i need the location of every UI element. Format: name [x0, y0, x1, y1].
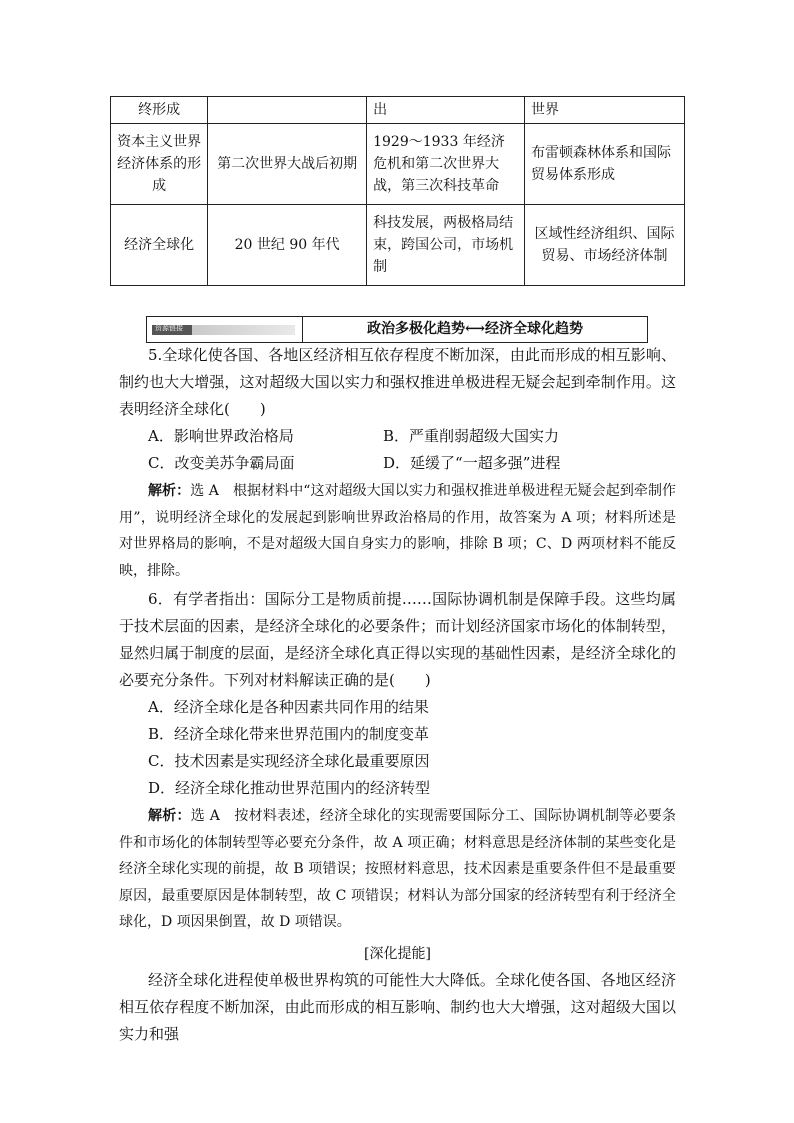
q5-analysis: [119, 478, 676, 584]
table-cell: 布雷顿森林体系和国际贸易体系形成: [525, 124, 685, 205]
question-6-stem: 6．有学者指出：国际分工是物质前提……国际协调机制是保障手段。这些均属于技术层面的因素，是经济全球化的必要条件；而计划经济国家市场化的体制转型，显然归属于制度的层面，是经济全球化真正得以实现的基础性因素，是经济全球化的必要充分条件。下列对材料解读正确的是( ): [119, 590, 676, 689]
table-cell: 世界: [525, 97, 685, 124]
section-heading: [深化提能]: [364, 946, 431, 962]
q5-option-c: C．改变美苏争霸局面: [148, 454, 295, 472]
table-cell: 区域性经济组织、国际贸易、市场经济体制: [525, 205, 685, 286]
q6-analysis: [119, 803, 676, 936]
q5-option-a: A．影响世界政治格局: [148, 427, 294, 445]
tag-bar: [152, 325, 295, 335]
table-cell: 20 世纪 90 年代: [208, 205, 367, 286]
question-5-stem: 5.全球化使各国、各地区经济相互依存程度不断加深，由此而形成的相互影响、制约也大大增强，这对超级大国以实力和强权推进单极进程无疑会起到牵制作用。这表明经济全球化( ): [119, 346, 676, 418]
question-6: [119, 586, 676, 694]
analysis-label: 解析：: [148, 483, 191, 499]
table-row: [111, 205, 685, 286]
table-cell: 第二次世界大战后初期: [208, 124, 367, 205]
tag-label: 资源链接: [155, 323, 183, 332]
table-cell: 科技发展，两极格局结束，跨国公司，市场机制: [367, 205, 525, 286]
banner-title: 政治多极化趋势⟷经济全球化趋势: [366, 321, 584, 337]
table-cell: 出: [367, 97, 525, 124]
table-cell: 经济全球化: [111, 205, 208, 286]
table-cell: 1929～1933 年经济危机和第二次世界大战，第三次科技革命: [367, 124, 525, 205]
table-cell: [208, 97, 367, 124]
resource-tag: [147, 317, 303, 342]
section-banner: [146, 316, 648, 343]
analysis-text: 选 A 按材料表述，经济全球化的实现需要国际分工、国际协调机制等必要条件和市场化的体制转型等必要充分条件，故 A 项正确；材料意思是经济体制的某些变化是经济全球化实现的前提，故 B 项错误；按照材料意思，技术因素是重要条件但不是最重要原因，最重要原因是体制转型，故 C 项错误；材料认为部分国家的经济转型有利于经济全球化，D 项因果倒置，故 D 项错误。: [119, 808, 676, 930]
q5-option-b: B．严重削弱超级大国实力: [383, 427, 560, 445]
table-cell: 终形成: [111, 97, 208, 124]
q5-option-d: D．延缓了“一超多强”进程: [383, 454, 561, 472]
q6-option-a: A．经济全球化是各种因素共同作用的结果: [148, 698, 429, 716]
question-5: [119, 342, 676, 423]
analysis-text: 选 A 根据材料中“这对超级大国以实力和强权推进单极进程无疑会起到牵制作用”，说明经济全球化的发展起到影响世界政治格局的作用，故答案为 A 项；材料所述是对世界格局的影响，不是对超级大国自身实力的影响，排除 B 项；C、D 两项材料不能反映，排除。: [119, 483, 677, 579]
q6-option-d: D．经济全球化推动世界范围内的经济转型: [148, 779, 431, 797]
deepen-paragraph: [119, 967, 676, 1048]
history-table: [110, 96, 685, 286]
q6-option-b: B．经济全球化带来世界范围内的制度变革: [148, 725, 430, 743]
table-row: [111, 124, 685, 205]
table-cell: 资本主义世界经济体系的形成: [111, 124, 208, 205]
q6-option-c: C．技术因素是实现经济全球化最重要原因: [148, 752, 430, 770]
analysis-label: 解析：: [148, 808, 191, 824]
deepen-text: 经济全球化进程使单极世界构筑的可能性大大降低。全球化使各国、各地区经济相互依存程度不断加深，由此而形成的相互影响、制约也大大增强，这对超级大国以实力和强: [119, 971, 676, 1043]
table-row: [111, 97, 685, 124]
